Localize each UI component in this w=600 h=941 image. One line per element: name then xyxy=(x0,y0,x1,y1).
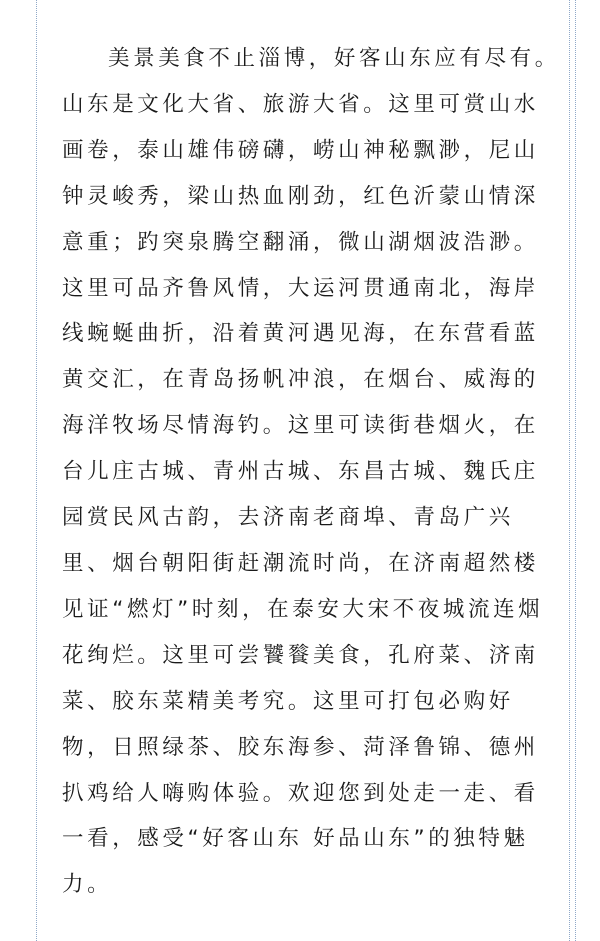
article-frame-outer-line xyxy=(575,0,576,941)
article-paragraph: 美景美食不止淄博，好客山东应有尽有。山东是文化大省、旅游大省。这里可赏山水画卷，泰山雄伟磅礴，崂山神秘飘渺，尼山钟灵峻秀，梁山热血刚劲，红色沂蒙山情深意重；趵突泉腾空翻涌，微山湖烟波浩渺。这里可品齐鲁风情，大运河贯通南北，海岸线蜿蜒曲折，沿着黄河遇见海，在东营看蓝黄交汇，在青岛扬帆冲浪，在烟台、威海的海洋牧场尽情海钓。这里可读街巷烟火，在台儿庄古城、青州古城、东昌古城、魏氏庄园赏民风古韵，去济南老商埠、青岛广兴里、烟台朝阳街赶潮流时尚，在济南超然楼见证“燃灯”时刻，在泰安大宋不夜城流连烟花绚烂。这里可尝饕餮美食，孔府菜、济南菜、胶东菜精美考究。这里可打包必购好物，日照绿茶、胶东海参、菏泽鲁锦、德州扒鸡给人嗨购体验。欢迎您到处走一走、看一看，感受“好客山东 好品山东”的独特魅力。 xyxy=(62,46,560,898)
